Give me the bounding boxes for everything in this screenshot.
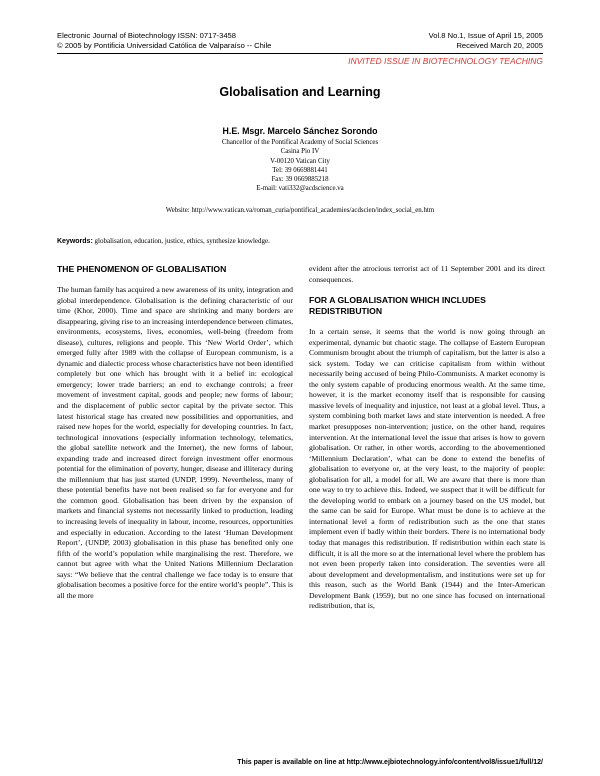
issue-line: Vol.8 No.1, Issue of April 15, 2005: [428, 31, 543, 40]
body-paragraph-continuation: evident after the atrocious terrorist act of 11 September 2001 and its direct consequences.: [309, 264, 545, 284]
paragraph-spacer: [309, 285, 545, 295]
body-paragraph-redistribution: In a certain sense, it seems that the world is now going through an experimental, dynamic but chaotic stage. The collapse of Eastern European Communism brought about the triumph of capitalism, but the latter is also a sick system. Today we can criticise capitalism from within without necessarily being accused of being Philo-Communists. A market economy is the only system capable of producing enormous wealth. At the same time, however, it is the market economy itself that is responsible for causing massive levels of inequality and injustice, not least at a global level. Thus, a system combining both market laws and state intervention is needed. A free market presupposes non-intervention; justice, on the other hand, requires intervention. At the international level the issue that arises is how to govern globalisation. Or rather, in other words, according to the abovementioned ‘Millennium Declaration’, what can be done to extend the benefits of globalisation to everyone or, at the very least, to the majority of people: globalisation for all, a model for all. We are aware that there is more than one way to try to achieve this. Indeed, we suspect that it will be difficult for the developing world to embark on a journey based on the US model, but the same can be said for Europe. What must be done is to achieve at the international level a form of redistribution such as the one that states implement even if badly within their borders. There is no international body today that manages this redistribution. If redistribution within each state is difficult, it is all the more so at the international level where the problem has not even been properly taken into consideration. The seventies were all about development and developmentalism, and institutions were set up for this reason, such as the World Bank (1944) and the Inter-American Development Bank (1959), but no one since has focused on international redistribution, that is,: [309, 327, 545, 611]
journal-name: Electronic Journal of Biotechnology ISSN: 0717-3458: [57, 31, 236, 40]
affiliation-email: E-mail: vati332@acdscience.va: [256, 185, 344, 193]
received-date: Received March 20, 2005: [456, 41, 543, 50]
affiliation-fax: Fax: 39 0669885218: [271, 176, 329, 184]
heading-spacer: [57, 275, 293, 285]
section-heading-redistribution: FOR A GLOBALISATION WHICH INCLUDES REDISTRIBUTION: [309, 295, 486, 317]
paper-title: Globalisation and Learning: [219, 85, 381, 99]
affiliation-phone: Tel: 39 0669881441: [272, 166, 328, 174]
author-affiliation: [0, 138, 600, 194]
section-heading-phenomenon: THE PHENOMENON OF GLOBALISATION: [57, 264, 227, 274]
affiliation-position: Chancellor of the Pontifical Academy of Social Sciences: [221, 139, 379, 146]
affiliation-building: Casina Pio IV: [280, 148, 320, 156]
keywords-label: Keywords:: [57, 238, 93, 245]
keywords-line: [57, 237, 270, 245]
affiliation-city: V-00120 Vatican City: [270, 157, 330, 165]
header-divider: [57, 53, 543, 54]
website-line: Website: http://www.vatican.va/roman_curia/pontifical_academies/acdscien/index_social_en.htm: [165, 207, 435, 214]
footer-availability: This paper is available on line at http://www.ejbiotechnology.info/content/vol8/issue1/full/12/: [237, 759, 543, 766]
copyright-line: © 2005 by Pontificia Universidad Católica de Valparaíso -- Chile: [57, 41, 272, 50]
journal-header-right: [429, 31, 543, 51]
keywords-list: globalisation, education, justice, ethics, synthesize knowledge.: [94, 237, 270, 245]
journal-header-left: [57, 31, 271, 51]
author-name: H.E. Msgr. Marcelo Sánchez Sorondo: [222, 126, 378, 136]
invited-issue-banner: INVITED ISSUE IN BIOTECHNOLOGY TEACHING: [348, 56, 543, 66]
right-column: [309, 264, 545, 612]
heading-spacer: [309, 317, 545, 327]
body-paragraph-phenomenon: The human family has acquired a new awareness of its unity, integration and global interdependence. Globalisation is the defining characteristic of our time (Khor, 2000). Time and space are shrinking and many borders are disappearing, giving rise to an increasing interdependence between climates, environments, ecosystems, lives, economies, well-being (freedom from disease), cultures, religions and people. This ‘New World Order’, which emerged fully after 1989 with the collapse of European communism, is a dynamic and dialectic process whose characteristics have not been identified completely but one which has brought with it a belief in: ecological emergency; lower trade barriers; an end to exchange controls; a freer movement of investment capital, goods and people; new forms of labour; and the displacement of public sector capital by the private sector. This latest historical stage has created new possibilities and opportunities, and raised new hopes for the world, especially for developing countries. In fact, technological innovations (especially information technology, telematics, the global satellite network and the Internet), the new forms of labour, expanding trade and increased direct foreign investment offer enormous potential for the elimination of poverty, hunger, disease and illiteracy during the millennium that has just started (UNDP, 1999). Nevertheless, many of these potential benefits have not been realised so far for everyone and for the common good. Globalisation has been driven by the expansion of markets and financial systems not necessarily linked to production, leading to increasing levels of inequality in labour, income, resources, opportunities and especially in education. According to the latest ‘Human Development Report’, (UNDP, 2003) globalisation in this phase has benefited only one fifth of the world’s population while marginalising the rest. Therefore, we cannot but agree with what the United Nations Millennium Declaration says: “We believe that the central challenge we face today is to ensure that globalisation becomes a positive force for the entire world’s people”. This is all the more: [57, 285, 293, 600]
left-column: [57, 264, 293, 601]
